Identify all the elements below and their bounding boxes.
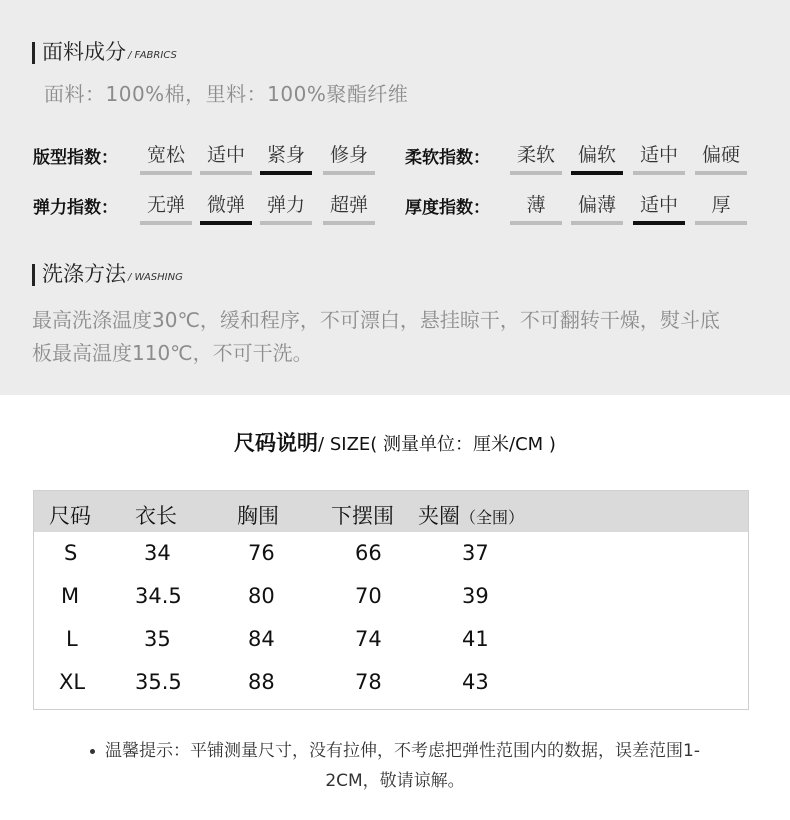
table-cell: L	[66, 627, 78, 651]
washing-instructions: 最高洗涤温度30℃，缓和程序，不可漂白，悬挂晾干，不可翻转干燥，熨斗底板最高温度110℃，不可干洗。	[32, 308, 720, 365]
fabric-section-heading	[32, 40, 177, 64]
table-cell: 41	[462, 627, 489, 651]
table-cell: 34.5	[135, 584, 182, 608]
thickness-option-selected: 适中	[633, 190, 685, 225]
softness-option-selected: 偏软	[571, 140, 623, 175]
table-cell: 74	[355, 627, 382, 651]
table-cell: M	[61, 584, 80, 608]
thickness-option: 薄	[510, 190, 562, 225]
table-cell: 84	[248, 627, 275, 651]
fabric-composition: 面料：100%棉，里料：100%聚酯纤维	[44, 82, 409, 106]
washing-title: 洗涤方法	[42, 262, 126, 286]
heading-bar	[32, 264, 35, 286]
elasticity-option: 无弹	[140, 190, 192, 225]
size-table	[33, 490, 749, 710]
table-cell: S	[64, 541, 78, 565]
table-cell: 43	[462, 670, 489, 694]
size-title-unit: / SIZE( 测量单位：厘米/CM )	[318, 434, 556, 455]
table-cell: 35.5	[135, 670, 182, 694]
thickness-option: 厚	[695, 190, 747, 225]
fit-option: 修身	[323, 140, 375, 175]
fit-option: 适中	[200, 140, 252, 175]
elasticity-option: 弹力	[260, 190, 312, 225]
header-chest: 胸围	[237, 504, 279, 528]
washing-title-en: / WASHING	[128, 272, 183, 283]
header-armhole-note: （全围）	[460, 508, 525, 527]
table-cell: 80	[248, 584, 275, 608]
thickness-option: 偏薄	[571, 190, 623, 225]
table-cell: 66	[355, 541, 382, 565]
fabric-title-en: / FABRICS	[128, 50, 177, 61]
table-cell: 37	[462, 541, 489, 565]
fabric-title: 面料成分	[42, 40, 126, 64]
table-cell: 35	[144, 627, 171, 651]
softness-option: 柔软	[510, 140, 562, 175]
softness-option: 偏硬	[695, 140, 747, 175]
header-size: 尺码	[49, 504, 91, 528]
table-cell: 78	[355, 670, 382, 694]
washing-section-heading	[32, 262, 183, 286]
heading-bar	[32, 42, 35, 64]
softness-index-label: 柔软指数：	[405, 148, 490, 168]
size-heading	[0, 427, 790, 457]
elasticity-option-selected: 微弹	[200, 190, 252, 225]
table-cell: 88	[248, 670, 275, 694]
size-title: 尺码说明	[234, 431, 319, 455]
table-cell: XL	[59, 670, 86, 694]
table-cell: 76	[248, 541, 275, 565]
table-cell: 70	[355, 584, 382, 608]
softness-option: 适中	[633, 140, 685, 175]
header-armhole: 夹圈（全围）	[418, 504, 525, 528]
fit-option: 宽松	[140, 140, 192, 175]
thickness-index-label: 厚度指数：	[405, 198, 490, 218]
table-cell: 34	[144, 541, 171, 565]
header-length: 衣长	[135, 504, 177, 528]
header-hem: 下摆围	[331, 504, 394, 528]
elasticity-option: 超弹	[323, 190, 375, 225]
bullet-icon	[90, 749, 95, 754]
measurement-note	[0, 736, 790, 796]
table-cell: 39	[462, 584, 489, 608]
fit-index-label: 版型指数：	[33, 148, 118, 168]
fit-option-selected: 紧身	[260, 140, 312, 175]
measurement-note-text: 温馨提示：平铺测量尺寸，没有拉伸，不考虑把弹性范围内的数据，误差范围1-2CM，敬请谅解。	[105, 741, 700, 791]
elasticity-index-label: 弹力指数：	[33, 198, 118, 218]
